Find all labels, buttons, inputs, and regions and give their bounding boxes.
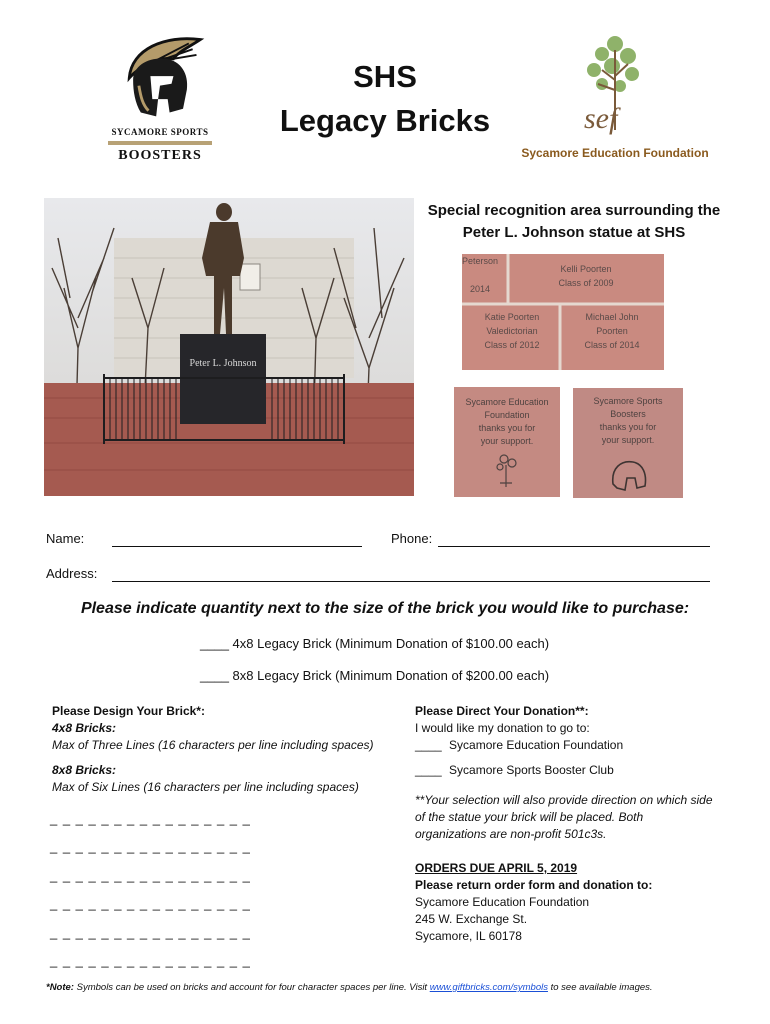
brick-text-katie-3: Class of 2012 (484, 340, 540, 350)
caption-line-1: Special recognition area surrounding the (427, 202, 721, 219)
return-address-line-2: 245 W. Exchange St. (415, 912, 528, 926)
donation-choice-boosters (415, 762, 715, 779)
design-line-1[interactable]: _ _ _ _ _ _ _ _ _ _ _ _ _ _ _ _ (50, 811, 251, 826)
brick-text-kelli-1: Kelli Poorten (560, 264, 612, 274)
design-line-3[interactable]: _ _ _ _ _ _ _ _ _ _ _ _ _ _ _ _ (50, 868, 251, 883)
return-label: Please return order form and donation to: (415, 878, 653, 892)
option-4x8 (200, 636, 549, 651)
boosters-brick-line-2: Boosters (610, 409, 646, 419)
donation-choice-sef (415, 737, 715, 754)
design-line-4[interactable]: _ _ _ _ _ _ _ _ _ _ _ _ _ _ _ _ (50, 896, 251, 911)
note-label: *Note: (46, 982, 74, 993)
sef-brick-line-4: your support. (480, 436, 534, 446)
boosters-brick-photo (573, 388, 683, 498)
option-4x8-label: 4x8 Legacy Brick (Minimum Donation of $100.00 each) (232, 636, 550, 651)
tree-icon (580, 30, 650, 145)
phone-field[interactable] (438, 546, 710, 547)
sef-wordmark: sef (584, 102, 618, 135)
design-4x8-desc: Max of Three Lines (16 characters per line including spaces) (52, 738, 374, 752)
brick-text-2014: 2014 (469, 284, 491, 294)
quantity-instruction: Please indicate quantity next to the size of the brick you would like to purchase: (80, 600, 690, 617)
donation-intro: I would like my donation to go to: (415, 721, 590, 735)
option-8x8-quantity-blank[interactable]: ____ (200, 668, 229, 683)
design-heading: Please Design Your Brick*: (52, 704, 205, 718)
sef-label: Sycamore Education Foundation (521, 146, 709, 160)
brick-text-peterson: Peterson (462, 256, 499, 266)
donation-section (415, 703, 715, 945)
design-8x8-desc: Max of Six Lines (16 characters per line including spaces) (52, 780, 359, 794)
return-address-line-1: Sycamore Education Foundation (415, 895, 590, 909)
donation-heading: Please Direct Your Donation**: (415, 704, 589, 718)
design-4x8-label: 4x8 Bricks: (52, 721, 117, 735)
title-line-shs: SHS (353, 59, 417, 94)
brick-text-katie-2: Valedictorian (486, 326, 538, 336)
design-line-2[interactable]: _ _ _ _ _ _ _ _ _ _ _ _ _ _ _ _ (50, 839, 251, 854)
page-title (270, 55, 500, 143)
design-line-5[interactable]: _ _ _ _ _ _ _ _ _ _ _ _ _ _ _ _ (50, 925, 251, 940)
donation-choice-boosters-blank[interactable]: ____ (415, 763, 442, 777)
donation-choice-sef-blank[interactable]: ____ (415, 738, 442, 752)
boosters-brick-line-1: Sycamore Sports (593, 396, 663, 406)
donation-choice-boosters-label: Sycamore Sports Booster Club (449, 763, 614, 777)
brick-text-michael-2: Poorten (596, 326, 628, 336)
caption-line-2: Peter L. Johnson statue at SHS (462, 224, 686, 241)
sef-brick-photo (454, 387, 560, 497)
note-text-after: to see available images. (547, 982, 653, 993)
brick-text-katie-1: Katie Poorten (484, 312, 540, 322)
design-line-6[interactable]: _ _ _ _ _ _ _ _ _ _ _ _ _ _ _ _ (50, 953, 251, 968)
option-4x8-quantity-blank[interactable]: ____ (200, 636, 229, 651)
brick-text-michael-1: Michael John (585, 312, 639, 322)
donation-footnote: **Your selection will also provide direction on which side of the statue your brick will be placed. Both organizations are non-profit 501c3s. (415, 793, 713, 841)
giftbricks-link[interactable]: www.giftbricks.com/symbols (429, 982, 548, 993)
option-8x8-label: 8x8 Legacy Brick (Minimum Donation of $200.00 each) (232, 668, 550, 683)
address-field[interactable] (112, 581, 710, 582)
statue-photo (44, 198, 414, 496)
brick-text-michael-3: Class of 2014 (584, 340, 640, 350)
name-field[interactable] (112, 546, 362, 547)
option-8x8 (200, 668, 549, 683)
title-line-legacy-bricks: Legacy Bricks (279, 103, 491, 138)
brick-text-kelli-2: Class of 2009 (558, 278, 614, 288)
logo-line-boosters: BOOSTERS (118, 148, 202, 163)
sef-brick-line-2: Foundation (484, 410, 530, 420)
engraved-bricks-photo (462, 254, 664, 370)
boosters-brick-line-3: thanks you for (599, 422, 657, 432)
sef-brick-line-1: Sycamore Education (465, 397, 549, 407)
photo-caption (418, 200, 730, 244)
spartan-helmet-icon (112, 30, 208, 126)
sports-boosters-logo (100, 25, 220, 170)
return-address-line-3: Sycamore, IL 60178 (415, 929, 522, 943)
sef-brick-line-3: thanks you for (478, 423, 536, 433)
orders-due: ORDERS DUE APRIL 5, 2019 (415, 861, 578, 875)
logo-line-sycamore-sports: SYCAMORE SPORTS (111, 127, 209, 137)
logo-divider (108, 141, 212, 145)
note-text-before: Symbols can be used on bricks and account for four character spaces per line. Visit (73, 982, 430, 993)
design-section (52, 703, 402, 796)
phone-label: Phone: (391, 531, 433, 546)
name-label: Name: (46, 531, 85, 546)
address-label: Address: (46, 566, 98, 581)
statue-plaque-text: Peter L. Johnson (189, 358, 257, 369)
symbols-note (46, 982, 736, 993)
donation-choice-sef-label: Sycamore Education Foundation (449, 738, 624, 752)
boosters-brick-line-4: your support. (601, 435, 655, 445)
design-8x8-label: 8x8 Bricks: (52, 763, 117, 777)
